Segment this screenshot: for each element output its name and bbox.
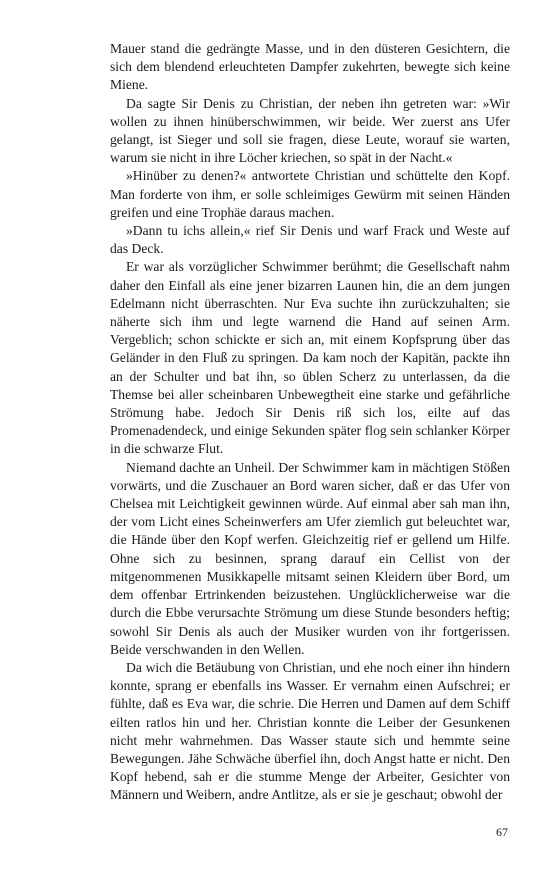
page-number: 67 [496,825,508,839]
paragraph-7: Da wich die Betäubung von Christian, und ehe noch einer ihn hindern konnte, sprang er ebenfalls ins Wasser. Er vernahm einen Aufschrei; er fühlte, daß es Eva war, die schrie. Die Herren und Damen auf dem Schiff eilten ratlos hin und her. Christian konnte die Leiber der Gesunkenen nicht mehr wahrnehmen. Das Wasser staute sich und hemmte seine Bewegungen. Jähe Schwäche überfiel ihn, doch Angst hatte er nicht. Den Kopf hebend, sah er die stumme Menge der Arbeiter, Gesichter von Männern und Weibern, andre Antlitze, als er sie je geschaut; obwohl der [110,659,510,803]
paragraph-2: Da sagte Sir Denis zu Christian, der neben ihn getreten war: »Wir wollen zu ihnen hinüberschwimmen, wir beide. Wer zuerst ans Ufer gelangt, ist Sieger und soll sie fragen, diese Leute, worauf sie warten, warum sie nicht in ihre Löcher kriechen, so spät in der Nacht.« [110,95,510,166]
paragraph-1: Mauer stand die gedrängte Masse, und in den düsteren Gesichtern, die sich dem blendend erleuchteten Dampfer zukehrten, bewegte sich keine Miene. [110,41,510,93]
paragraph-3: »Hinüber zu denen?« antwortete Christian und schüttelte den Kopf. Man forderte von ihm, er solle schleimiges Gewürm mit seinen Händen greifen und eine Trophäe daraus machen. [110,168,510,220]
paragraph-5: Er war als vorzüglicher Schwimmer berühmt; die Gesellschaft nahm daher den Einfall als eine jener bizarren Launen hin, die an dem jungen Edelmann nicht überraschten. Nur Eva suchte ihn zurückzuhalten; sie näherte sich ihm und legte warnend die Hand auf seinen Arm. Vergeblich; schon schickte er sich an, mit einem Kopfsprung über das Geländer in den Fluß zu springen. Da kam noch der Kapitän, packte ihn an der Schulter und bat ihn, so üblen Scherz zu unterlassen, da die Themse bei aller scheinbaren Unbewegtheit eine starke und gefährliche Strömung habe. Jedoch Sir Denis riß sich los, eilte auf das Promenadendeck, und einige Sekunden später flog sein schlanker Körper in die schwarze Flut. [110,259,510,457]
paragraph-6: Niemand dachte an Unheil. Der Schwimmer kam in mächtigen Stößen vorwärts, und die Zuschauer an Bord waren sicher, daß er das Ufer von Chelsea mit Leichtigkeit gewinnen würde. Auf einmal aber sah man ihn, der vom Licht eines Scheinwerfers am Ufer ziemlich gut beleuchtet war, die Hände über den Kopf werfen. Gleichzeitig rief er gellend um Hilfe. Ohne sich zu besinnen, sprang darauf ein Cellist von der mitgenommenen Musikkapelle mitsamt seinen Kleidern über Bord, um dem offenbar Ertrinkenden beizustehen. Unglücklicherweise war die durch die Ebbe verursachte Strömung um diese Stunde besonders heftig; sowohl Sir Denis als auch der Musiker wurden von ihr fortgerissen. Beide verschwanden in den Wellen. [110,459,510,657]
page-body [110,40,510,805]
paragraph-4: »Dann tu ichs allein,« rief Sir Denis und warf Frack und Weste auf das Deck. [110,223,510,257]
